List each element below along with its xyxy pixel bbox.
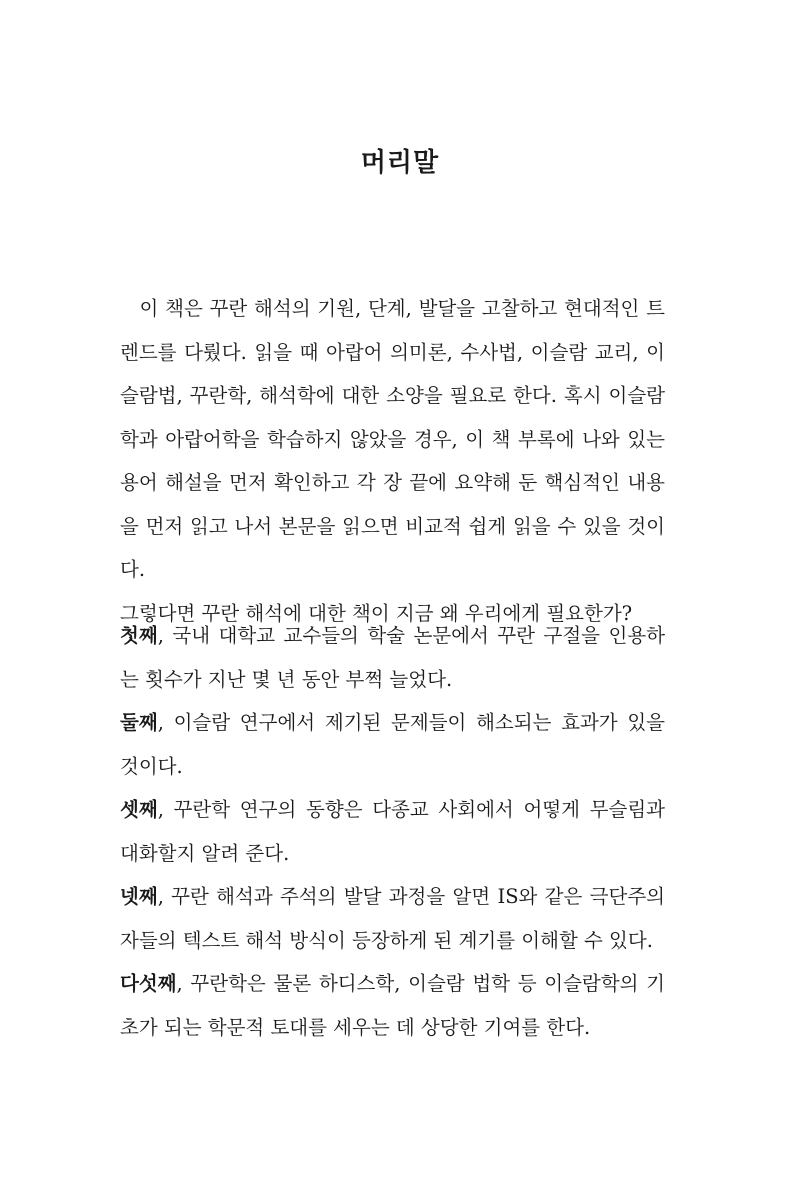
reason-ordinal: 넷째 (120, 885, 158, 908)
reason-ordinal: 셋째 (120, 798, 158, 821)
reason-ordinal: 둘째 (120, 711, 158, 734)
intro-section (120, 287, 665, 635)
reason-text: , 국내 대학교 교수들의 학술 논문에서 꾸란 구절을 인용하는 횟수가 지난 몇 년 동안 부쩍 늘었다. (120, 624, 665, 691)
page-title: 머리말 (360, 148, 440, 179)
reason-ordinal: 첫째 (120, 624, 158, 647)
intro-question: 그렇다면 꾸란 해석에 대한 책이 지금 왜 우리에게 필요한가? (120, 601, 633, 625)
reason-text: , 꾸란학은 물론 하디스학, 이슬람 법학 등 이슬람학의 기초가 되는 학문적 토대를 세우는 데 상당한 기여를 한다. (120, 972, 665, 1039)
reason-item-4 (120, 875, 665, 962)
reason-item-1 (120, 614, 665, 701)
reasons-list (120, 614, 665, 1049)
reason-text: , 이슬람 연구에서 제기된 문제들이 해소되는 효과가 있을 것이다. (120, 711, 665, 778)
reason-item-2 (120, 701, 665, 788)
reason-item-3 (120, 788, 665, 875)
reason-ordinal: 다섯째 (120, 972, 177, 995)
reason-item-5 (120, 962, 665, 1049)
intro-paragraph: 이 책은 꾸란 해석의 기원, 단계, 발달을 고찰하고 현대적인 트렌드를 다뤘다. 읽을 때 아랍어 의미론, 수사법, 이슬람 교리, 이슬람법, 꾸란학, 해석학에 대한 소양을 필요로 한다. 혹시 이슬람학과 아랍어학을 학습하지 않았을 경우, 이 책 부록에 나와 있는 용어 해설을 먼저 확인하고 각 장 끝에 요약해 둔 핵심적인 내용을 먼저 읽고 나서 본문을 읽으면 비교적 쉽게 읽을 수 있을 것이다. (120, 297, 665, 581)
reason-text: , 꾸란학 연구의 동향은 다종교 사회에서 어떻게 무슬림과 대화할지 알려 준다. (120, 798, 665, 865)
reason-text: , 꾸란 해석과 주석의 발달 과정을 알면 IS와 같은 극단주의자들의 텍스트 해석 방식이 등장하게 된 계기를 이해할 수 있다. (120, 885, 665, 952)
